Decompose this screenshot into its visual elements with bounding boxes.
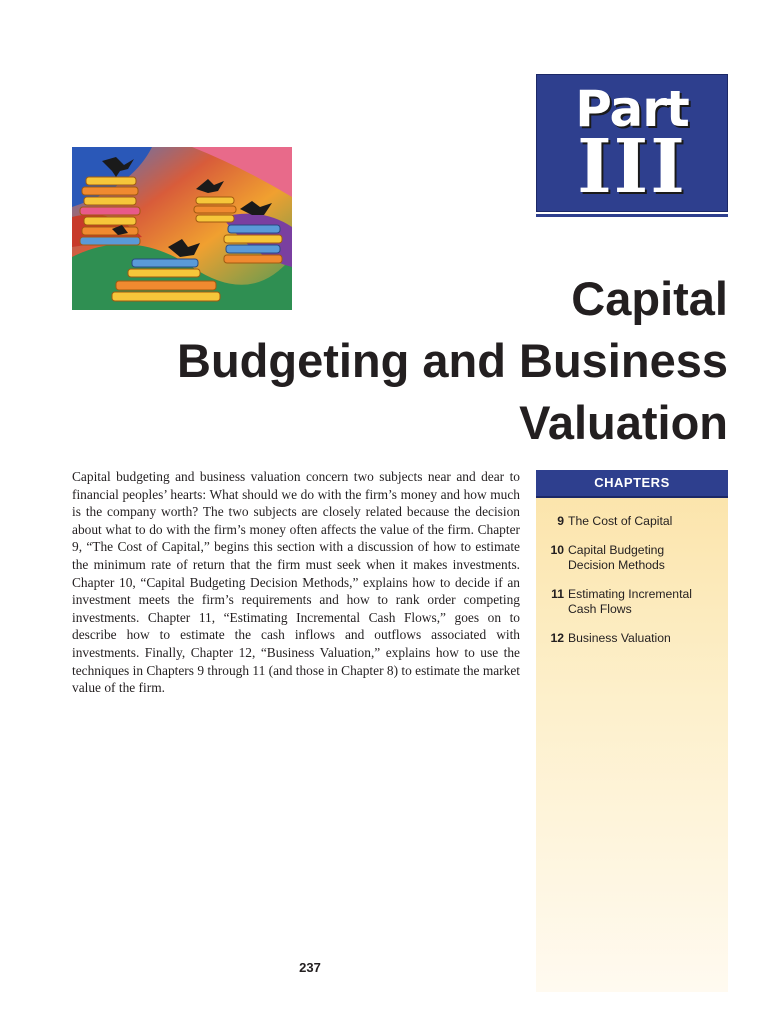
chapter-item[interactable] bbox=[536, 631, 728, 646]
part-divider bbox=[536, 214, 728, 217]
coin-stack-1 bbox=[80, 177, 140, 245]
part-badge bbox=[536, 74, 728, 212]
chapter-item[interactable] bbox=[536, 587, 728, 617]
intro-paragraph: Capital budgeting and business valuation concern two subjects near and dear to financial peoples’ hearts: What should we do with the firm’s money and how much is the company worth? The two subjects are closely related because the decision about what to do with the firm’s money often affects the value of the firm. Chapter 9, “The Cost of Capital,” begins this section with a discussion of how to estimate the minimum rate of return that the firm must seek when it makes investments. Chapter 10, “Capital Budgeting Decision Methods,” explains how to decide if an investment meets the firm’s requirements and how to rank order competing investments. Chapter 11, “Estimating Incremental Cash Flows,” goes on to describe how to estimate the cash inflows and outflows associated with investments. Finally, Chapter 12, “Business Valuation,” explains how to use the techniques in Chapters 9 through 11 (and those in Chapter 8) to estimate the market value of the firm. bbox=[72, 469, 520, 696]
chapters-sidebar bbox=[536, 470, 728, 992]
chapter-number: 11 bbox=[551, 587, 564, 601]
chapter-title: The Cost of Capital bbox=[568, 514, 673, 528]
title-line: Capital bbox=[571, 272, 728, 325]
page-number: 237 bbox=[299, 960, 321, 975]
part-title bbox=[108, 268, 728, 454]
part-label: Part bbox=[575, 80, 689, 138]
chapter-title: Capital Budgeting Decision Methods bbox=[568, 543, 665, 572]
chapter-title: Business Valuation bbox=[568, 631, 671, 645]
chapter-number: 10 bbox=[550, 543, 564, 557]
chapters-heading: CHAPTERS bbox=[536, 470, 728, 498]
chapter-number: 12 bbox=[550, 631, 564, 645]
chapter-number: 9 bbox=[557, 514, 564, 528]
title-line: Valuation bbox=[519, 396, 728, 449]
coin-stack-2 bbox=[194, 197, 236, 222]
chapter-item[interactable] bbox=[536, 543, 728, 573]
chapter-list bbox=[536, 498, 728, 646]
title-line: Budgeting and Business bbox=[177, 334, 728, 387]
chapter-title: Estimating Incremental Cash Flows bbox=[568, 587, 692, 616]
chapter-item[interactable] bbox=[536, 514, 728, 529]
part-number: III bbox=[577, 124, 687, 210]
